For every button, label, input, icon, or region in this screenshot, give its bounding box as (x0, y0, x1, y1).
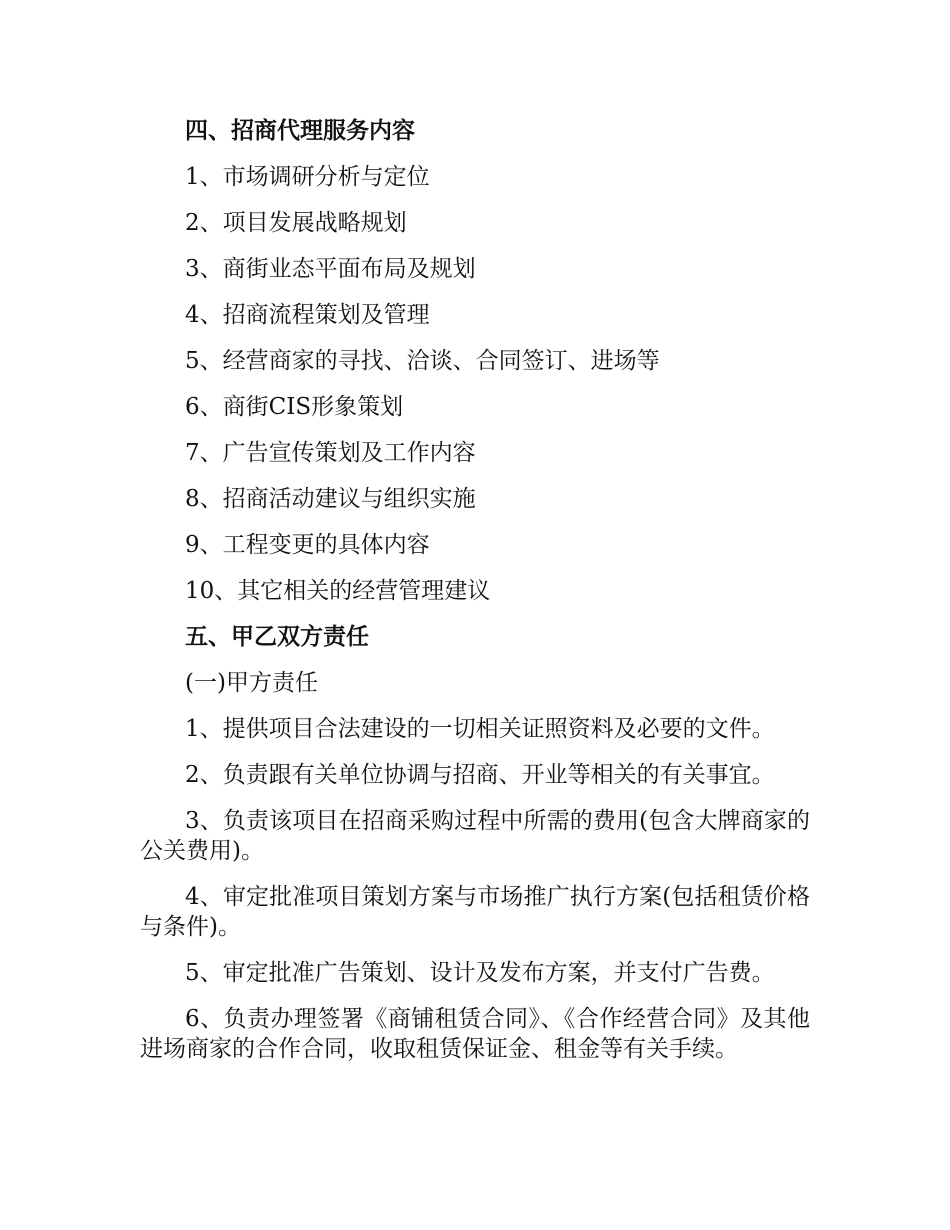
section-4-heading: 四、招商代理服务内容 (185, 118, 415, 144)
party-a-duty-item: 1、提供项目合法建设的一切相关证照资料及必要的文件。 (185, 716, 775, 742)
section-4-item: 4、招商流程策划及管理 (185, 302, 430, 328)
section-4-item: 1、市场调研分析与定位 (185, 164, 430, 190)
document-content (140, 108, 810, 1072)
party-a-duty-item: 2、负责跟有关单位协调与招商、开业等相关的有关事宜。 (185, 762, 775, 788)
section-4-item: 9、工程变更的具体内容 (185, 532, 430, 558)
section-4-item: 6、商街CIS形象策划 (185, 394, 404, 420)
party-a-duty-item: 4、审定批准项目策划方案与市场推广执行方案(包括租赁价格与条件)。 (140, 884, 810, 940)
section-4-item: 2、项目发展战略规划 (185, 210, 407, 236)
section-4-item: 10、其它相关的经营管理建议 (185, 578, 491, 604)
party-a-duty-item: 6、负责办理签署《商铺租赁合同》、《合作经营合同》及其他进场商家的合作合同，收取租赁保证金、租金等有关手续。 (140, 1006, 810, 1062)
party-a-duty-item: 5、审定批准广告策划、设计及发布方案，并支付广告费。 (185, 960, 775, 986)
section-4-item: 8、招商活动建议与组织实施 (185, 486, 476, 512)
section-4-item: 3、商街业态平面布局及规划 (185, 256, 476, 282)
party-a-duty-item: 3、负责该项目在招商采购过程中所需的费用(包含大牌商家的公关费用)。 (140, 808, 810, 864)
section-4-item: 7、广告宣传策划及工作内容 (185, 440, 476, 466)
section-5-heading: 五、甲乙双方责任 (185, 624, 369, 650)
section-4-item: 5、经营商家的寻找、洽谈、合同签订、进场等 (185, 348, 660, 374)
section-5-subheading: (一)甲方责任 (185, 670, 318, 696)
